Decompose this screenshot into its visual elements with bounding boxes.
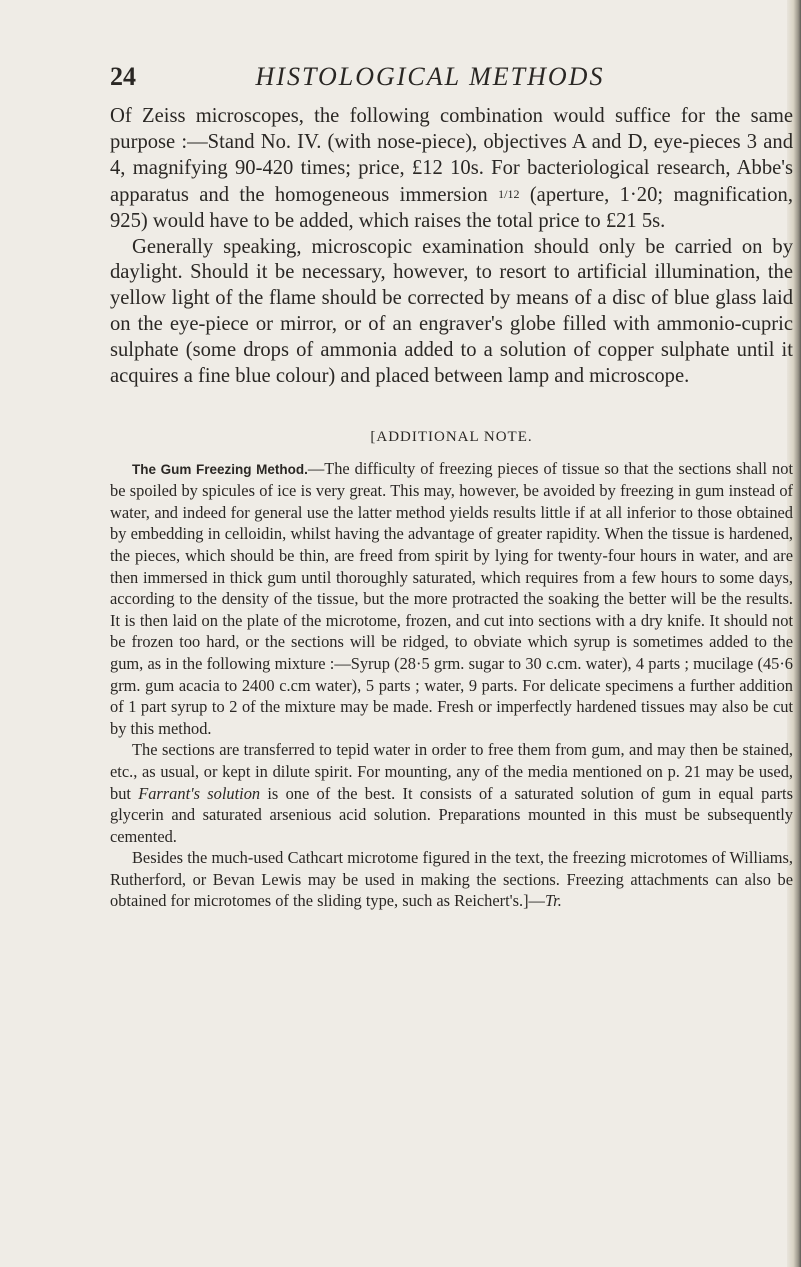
italic-translator-mark: Tr. xyxy=(544,891,562,911)
paragraph-illumination: Generally speaking, microscopic examination should only be carried on by daylight. Should it be necessary, however, to resort to artificial illumination, the yellow light of the flame should be corrected by means of a disc of blue glass laid on the eye-piece or mirror, or of an engraver's globe filled with ammonio-cupric sulphate (some drops of ammonia added to a solution of copper sulphate until it acquires a fine blue colour) and placed between lamp and microscope. xyxy=(110,235,793,388)
additional-note xyxy=(110,427,793,912)
page-header xyxy=(110,62,750,92)
paragraph-text: The sections are transferred to tepid water in order to free them from gum, and may then be stained, etc., as usual, or kept in dilute spirit. For mounting, any of the media mentioned on p. 21 may be used, but xyxy=(110,740,793,803)
run-in-heading: The Gum Freezing Method. xyxy=(132,461,308,477)
note-paragraph-mounting xyxy=(110,739,793,847)
paragraph-text: —The difficulty of freezing pieces of tissue so that the sections shall not be spoiled by spicules of ice is very great. This may, however, be avoided by freezing in gum instead of water, and indeed for general use the latter method yields results little if at all inferior to those obtained by embedding in celloidin, whilst having the advantage of greater rapidity. When the tissue is hardened, the pieces, which should be thin, are freed from spirit by lying for twenty-four hours in water, and are then immersed in thick gum until thoroughly saturated, which requires from a few hours to some days, according to the density of the tissue, but the more protracted the soaking the better will be the results. It is then laid on the plate of the microtome, frozen, and cut into sections with a dry knife. It should not be frozen too hard, or the sections will be ridged, to obviate which syrup is sometimes added to the gum, as in the following mixture :—Syrup (28·5 grm. sugar to 30 c.cm. water), 4 parts ; mucilage (45·6 grm. gum acacia to 2400 c.cm water), 5 parts ; water, 9 parts. For delicate specimens a further addition of 1 part syrup to 2 of the mixture may be made. Fresh or imperfectly hardened tissues may also be cut by this method. xyxy=(110,458,793,738)
paragraph-text: Of Zeiss microscopes, the following combination would suffice for the same purpose :—Stand No. IV. (with nose-piece), objectives A and D, eye-pieces 3 and 4, magnifying 90-420 times; price, £12 10s. For bacteriological research, Abbe's apparatus and the homogeneous immersion xyxy=(110,105,793,206)
note-paragraph-gum-freezing xyxy=(110,458,793,740)
fraction-one-twelfth: 1/12 xyxy=(498,186,520,201)
note-heading: [ADDITIONAL NOTE. xyxy=(370,429,533,445)
paragraph-text: Besides the much-used Cathcart microtome figured in the text, the freezing microtomes of Williams, Rutherford, or Bevan Lewis may be used in making the sections. Freezing attachments can also be obtained for microtomes of the sliding type, such as Reichert's.]— xyxy=(110,848,793,911)
paragraph-text: (aperture, 1·20; magnification, 925) would have to be added, which raises the total price to £21 5s. xyxy=(110,183,793,232)
page-number: 24 xyxy=(110,62,136,91)
paragraph-text: is one of the best. It consists of a saturated solution of gum in equal parts glycerin and saturated arsenious acid solution. Preparations mounted in this must be subsequently cemented. xyxy=(110,783,793,846)
note-paragraph-microtomes xyxy=(110,847,793,912)
main-text xyxy=(110,104,793,390)
italic-farrants-solution: Farrant's solution xyxy=(138,783,261,803)
running-head: HISTOLOGICAL METHODS xyxy=(255,62,605,91)
paragraph-zeiss-combination xyxy=(110,104,793,235)
